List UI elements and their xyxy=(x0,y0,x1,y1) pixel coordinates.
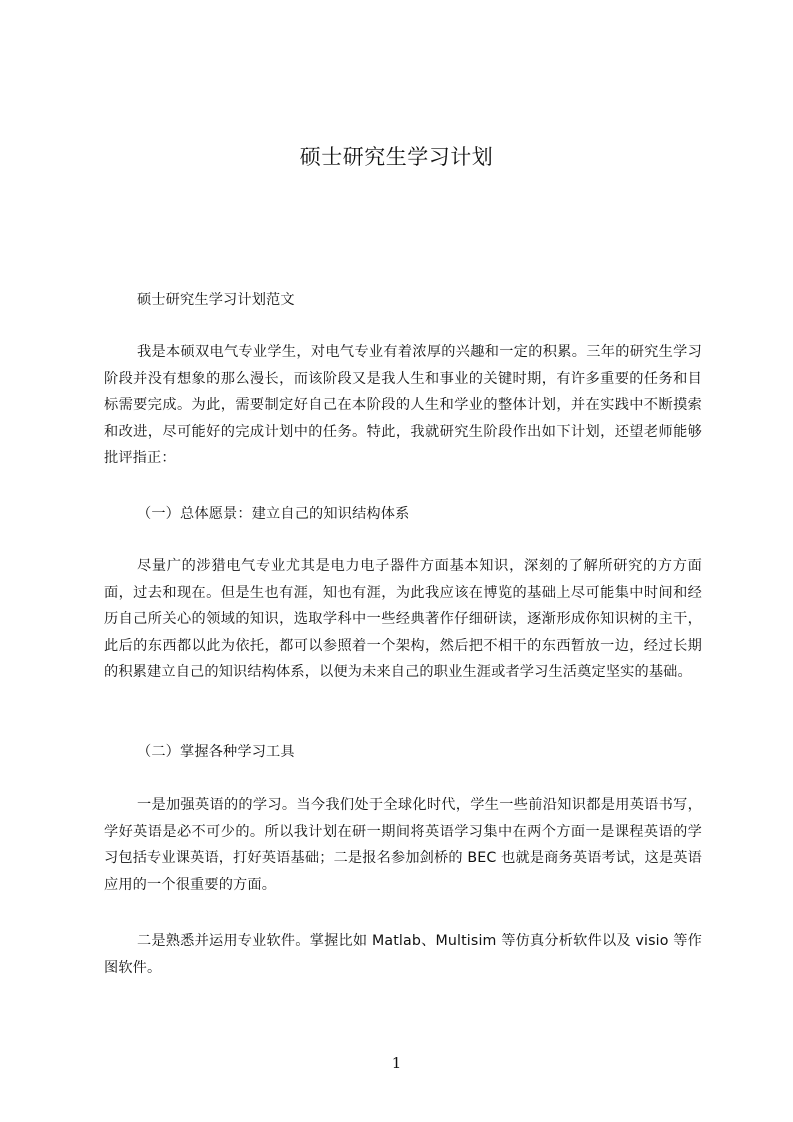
software-paragraph: 二是熟悉并运用专业软件。掌握比如 Matlab、Multisim 等仿真分析软件以及 visio 等作图软件。 xyxy=(104,933,702,976)
intro-paragraph: 我是本硕双电气专业学生，对电气专业有着浓厚的兴趣和一定的积累。三年的研究生学习阶段并没有想象的那么漫长，而该阶段又是我人生和事业的关键时期，有许多重要的任务和目标需要完成。为此，需要制定好自己在本阶段的人生和学业的整体计划，并在实践中不断摸索和改进，尽可能好的完成计划中的任务。特此，我就研究生阶段作出如下计划，还望老师能够批评指正： xyxy=(104,344,702,467)
subtitle-paragraph: 硕士研究生学习计划范文 xyxy=(137,292,295,308)
section-heading-1: （一）总体愿景：建立自己的知识结构体系 xyxy=(137,506,410,522)
page-title: 硕士研究生学习计划 xyxy=(299,145,494,169)
english-study-paragraph: 一是加强英语的的学习。当今我们处于全球化时代，学生一些前沿知识都是用英语书写，学好英语是必不可少的。所以我计划在研一期间将英语学习集中在两个方面一是课程英语的学习包括专业课英语，打好英语基础；二是报名参加剑桥的 BEC 也就是商务英语考试，这是英语应用的一个很重要的方面。 xyxy=(104,797,702,893)
section-heading-2: （二）掌握各种学习工具 xyxy=(137,744,295,760)
section-1-paragraph: 尽量广的涉猎电气专业尤其是电力电子器件方面基本知识，深刻的了解所研究的方方面面，过去和现在。但是生也有涯，知也有涯，为此我应该在博览的基础上尽可能集中时间和经历自己所关心的领域的知识，选取学科中一些经典著作仔细研读，逐渐形成你知识树的主干，此后的东西都以此为依托，都可以参照着一个架构，然后把不相干的东西暂放一边，经过长期的积累建立自己的知识结构体系，以便为未来自己的职业生涯或者学习生活奠定坚实的基础。 xyxy=(104,558,702,681)
page-number: 1 xyxy=(391,1054,402,1072)
